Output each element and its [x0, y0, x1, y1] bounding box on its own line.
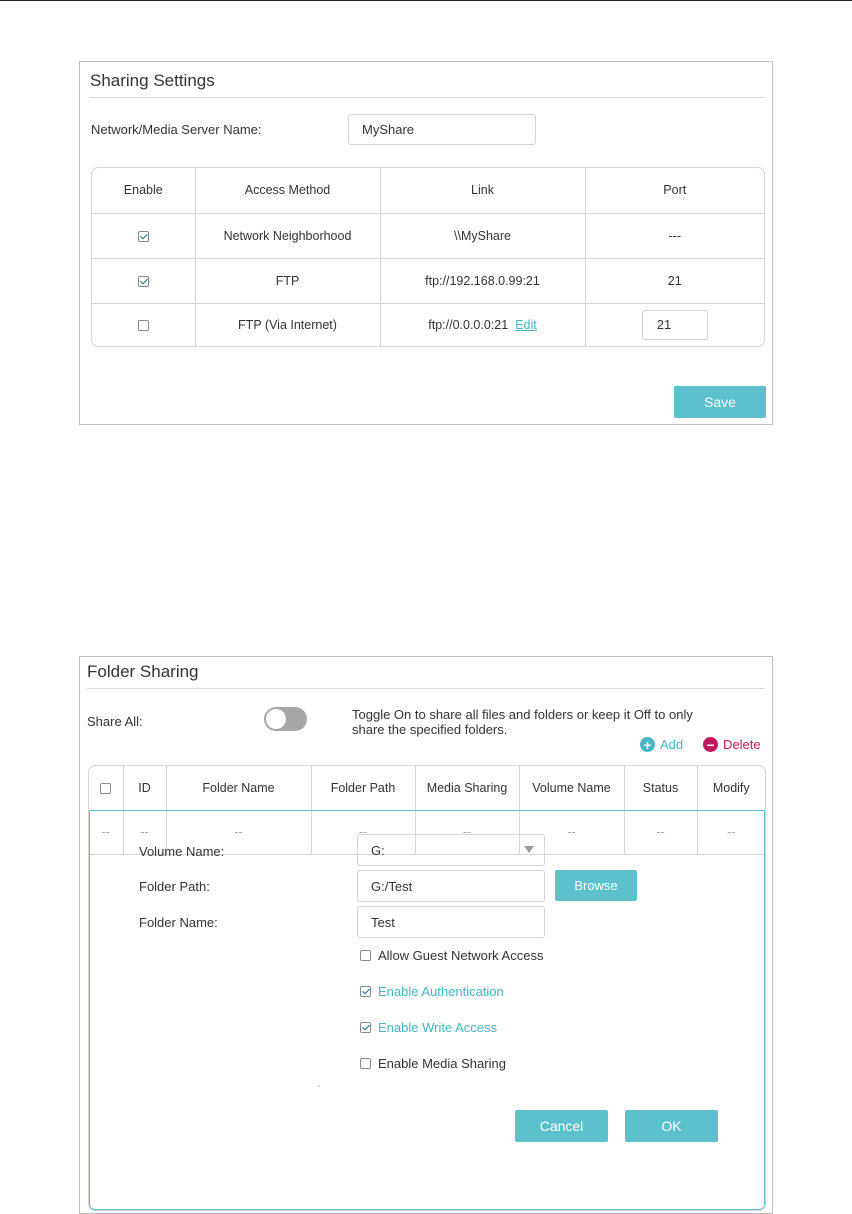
- share-all-toggle[interactable]: [264, 707, 307, 731]
- option-label: Enable Write Access: [378, 1020, 497, 1035]
- authentication-option[interactable]: [360, 984, 504, 999]
- column-header-link: Link: [380, 168, 585, 213]
- guest-network-access-option[interactable]: [360, 948, 543, 963]
- option-label: Enable Media Sharing: [378, 1056, 506, 1071]
- volume-name-label: Volume Name:: [139, 844, 225, 859]
- empty-cell: --: [311, 810, 415, 854]
- folder-name-input[interactable]: Test: [357, 906, 545, 938]
- select-all-checkbox-icon[interactable]: [100, 783, 111, 794]
- column-header-modify: Modify: [697, 766, 765, 810]
- write-access-option[interactable]: [360, 1020, 497, 1035]
- option-label: Allow Guest Network Access: [378, 948, 544, 963]
- toggle-hint-line-2: share the specified folders.: [352, 722, 508, 737]
- delete-label: Delete: [723, 737, 761, 752]
- column-header-status: Status: [624, 766, 697, 810]
- panel-title: Sharing Settings: [90, 71, 215, 90]
- port-cell: 21: [585, 258, 764, 303]
- access-method-table: [91, 167, 765, 347]
- folder-edit-form: [89, 810, 765, 1210]
- edit-link[interactable]: Edit: [515, 317, 537, 332]
- folder-sharing-panel: [79, 656, 773, 1214]
- title-divider: [90, 97, 764, 98]
- empty-cell: --: [624, 810, 697, 854]
- divider-dot: [318, 1085, 320, 1087]
- top-rule: [0, 0, 852, 1]
- enable-checkbox-icon[interactable]: [138, 231, 149, 242]
- column-header-volume-name: Volume Name: [519, 766, 624, 810]
- option-label: Enable Authentication: [378, 984, 504, 999]
- access-method-cell: FTP (Via Internet): [195, 303, 380, 346]
- toggle-hint-line-1: Toggle On to share all files and folders or keep it Off to only: [352, 707, 693, 722]
- enable-checkbox-icon[interactable]: [138, 320, 149, 331]
- checkbox-icon[interactable]: [360, 1058, 371, 1069]
- empty-cell: --: [89, 810, 123, 854]
- port-input[interactable]: 21: [642, 310, 708, 340]
- access-method-cell: FTP: [195, 258, 380, 303]
- empty-cell: --: [519, 810, 624, 854]
- folder-table: [88, 765, 766, 1211]
- checkbox-icon[interactable]: [360, 986, 371, 997]
- title-divider: [87, 688, 764, 689]
- server-name-input[interactable]: MyShare: [348, 114, 536, 145]
- enable-checkbox-icon[interactable]: [138, 276, 149, 287]
- column-header-folder-name: Folder Name: [166, 766, 311, 810]
- volume-name-select[interactable]: [357, 834, 545, 866]
- table-row: [92, 303, 764, 346]
- folder-name-label: Folder Name:: [139, 915, 218, 930]
- media-sharing-option[interactable]: [360, 1056, 506, 1071]
- link-cell: [380, 303, 585, 346]
- sharing-settings-panel: [79, 61, 773, 425]
- table-row: [92, 213, 764, 258]
- empty-cell: --: [123, 810, 166, 854]
- checkbox-icon[interactable]: [360, 950, 371, 961]
- link-cell: \\MyShare: [380, 213, 585, 258]
- column-header-media-sharing: Media Sharing: [415, 766, 519, 810]
- panel-title: Folder Sharing: [87, 662, 199, 681]
- toggle-knob: [266, 709, 286, 729]
- column-header-folder-path: Folder Path: [311, 766, 415, 810]
- browse-button[interactable]: Browse: [555, 870, 637, 901]
- server-name-label: Network/Media Server Name:: [91, 122, 262, 137]
- empty-cell: --: [166, 810, 311, 854]
- minus-circle-icon: −: [703, 737, 718, 752]
- save-button[interactable]: Save: [674, 386, 766, 418]
- column-header-id: ID: [123, 766, 166, 810]
- empty-cell: --: [697, 810, 765, 854]
- plus-circle-icon: +: [640, 737, 655, 752]
- delete-button[interactable]: [703, 737, 761, 752]
- column-header-select: [89, 766, 123, 810]
- column-header-port: Port: [585, 168, 764, 213]
- dropdown-caret-icon: [524, 846, 534, 853]
- column-header-access-method: Access Method: [195, 168, 380, 213]
- link-text: ftp://0.0.0.0:21: [428, 317, 509, 332]
- volume-name-value: G:: [371, 842, 385, 858]
- add-label: Add: [660, 737, 684, 752]
- add-button[interactable]: [640, 737, 683, 752]
- port-cell: [585, 303, 764, 346]
- column-header-enable: Enable: [92, 168, 195, 213]
- access-method-cell: Network Neighborhood: [195, 213, 380, 258]
- link-cell: ftp://192.168.0.99:21: [380, 258, 585, 303]
- empty-cell: --: [415, 810, 519, 854]
- cancel-button[interactable]: Cancel: [515, 1110, 608, 1142]
- folder-path-label: Folder Path:: [139, 879, 210, 894]
- port-cell: ---: [585, 213, 764, 258]
- folder-path-input[interactable]: G:/Test: [357, 870, 545, 902]
- share-all-label: Share All:: [87, 714, 143, 729]
- table-row: [92, 258, 764, 303]
- checkbox-icon[interactable]: [360, 1022, 371, 1033]
- ok-button[interactable]: OK: [625, 1110, 718, 1142]
